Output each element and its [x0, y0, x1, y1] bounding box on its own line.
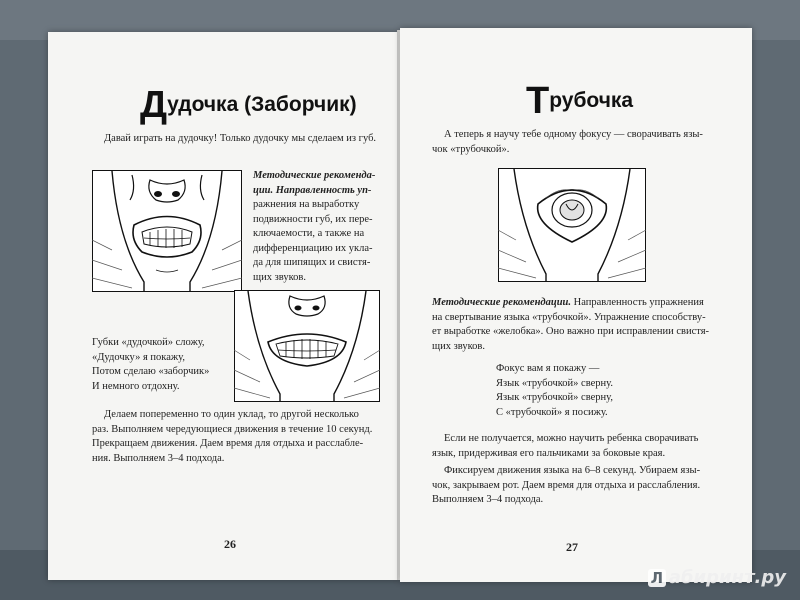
right-method-line: щих звуков. — [432, 340, 485, 352]
left-poem-line: И немного отдохну. — [92, 380, 180, 392]
right-method-label: Методические рекомендации. — [432, 297, 572, 308]
watermark-logo-icon: Л — [648, 569, 666, 587]
left-instructions — [92, 408, 392, 466]
right-intro — [432, 128, 732, 157]
left-instr-line: Прекращаем движения. Даем время для отдыха и расслабле- — [92, 438, 364, 449]
tongue-tube-illustration — [498, 168, 646, 282]
left-poem-line: Потом сделаю «заборчик» — [92, 366, 210, 377]
right-title-initial: Т — [526, 80, 550, 122]
right-para2 — [432, 464, 736, 508]
right-method-line: Методические рекомендации. Направленность упражнения — [432, 297, 704, 308]
right-poem-line: С «трубочкой» я посижу. — [496, 406, 608, 418]
left-instr-line: ния. Выполняем 3–4 подхода. — [92, 452, 225, 464]
right-intro-line: А теперь я научу тебе одному фокусу — сворачивать язы- — [444, 129, 703, 140]
left-method-line-1: ции. Направленность уп- — [253, 184, 372, 196]
right-title-rest: рубочка — [549, 89, 634, 112]
right-para2-line: Фиксируем движения языка на 6–8 секунд. Убираем язы- — [444, 465, 701, 476]
right-poem-line: Фокус вам я покажу — — [496, 363, 600, 374]
left-instr-line: раз. Выполняем чередующиеся движения в течение 10 секунд. — [92, 423, 373, 435]
left-page-title — [140, 84, 357, 126]
right-para1 — [432, 432, 736, 461]
left-page — [48, 32, 400, 580]
left-intro: Давай играть на дудочку! Только дудочку мы сделаем из губ. — [104, 133, 377, 144]
left-poem-line: «Дудочку» я покажу, — [92, 351, 185, 363]
right-para2-line: чок, закрываем рот. Даем время для отдыха и расслабления. — [432, 479, 701, 491]
right-poem-line: Язык «трубочкой» сверну, — [496, 392, 613, 403]
left-poem-line: Губки «дудочкой» сложу, — [92, 337, 205, 348]
left-title-rest: удочка (Заборчик) — [167, 93, 357, 116]
right-poem — [496, 362, 696, 420]
left-method-line — [253, 184, 393, 199]
left-method-line: подвижности губ, их пере- — [253, 213, 373, 225]
left-method-line: щих звуков. — [253, 271, 306, 283]
left-method-line: да для шипящих и свистя- — [253, 257, 371, 268]
left-method-line: ражнения на выработку — [253, 199, 360, 210]
left-title-initial: Д — [140, 84, 168, 126]
right-para1-line: Если не получается, можно научить ребенка сворачивать — [444, 433, 699, 444]
left-method-line — [253, 169, 393, 184]
right-para2-line: Выполняем 3–4 подхода. — [432, 494, 544, 505]
right-para1-line: язык, придерживая его пальчиками за боковые края. — [432, 447, 666, 459]
page-number-right: 27 — [566, 540, 578, 554]
left-method-line: дифференциацию их укла- — [253, 242, 373, 254]
left-method-block — [253, 169, 393, 285]
right-page — [400, 28, 752, 582]
right-method-block — [432, 296, 736, 354]
watermark-text: абиринт.ру — [668, 567, 786, 588]
labirint-watermark — [648, 567, 786, 588]
left-poem — [92, 336, 232, 394]
left-method-line: ключаемости, а также на — [253, 228, 365, 239]
right-page-title — [526, 80, 634, 122]
lips-tube-illustration — [92, 170, 242, 292]
page-number-left: 26 — [224, 537, 236, 551]
left-method-line-0: Методические рекоменда- — [253, 170, 376, 181]
right-intro-line: чок «трубочкой». — [432, 143, 510, 155]
right-method-line: на свертывание языка «трубочкой». Упражнение способству- — [432, 311, 706, 323]
lips-fence-illustration — [234, 290, 380, 402]
left-instr-line: Делаем попеременно то один уклад, то другой несколько — [104, 409, 359, 420]
right-method-line: ет выработке «желобка». Оно важно при исправлении свистя- — [432, 326, 710, 337]
right-poem-line: Язык «трубочкой» сверну. — [496, 377, 613, 389]
